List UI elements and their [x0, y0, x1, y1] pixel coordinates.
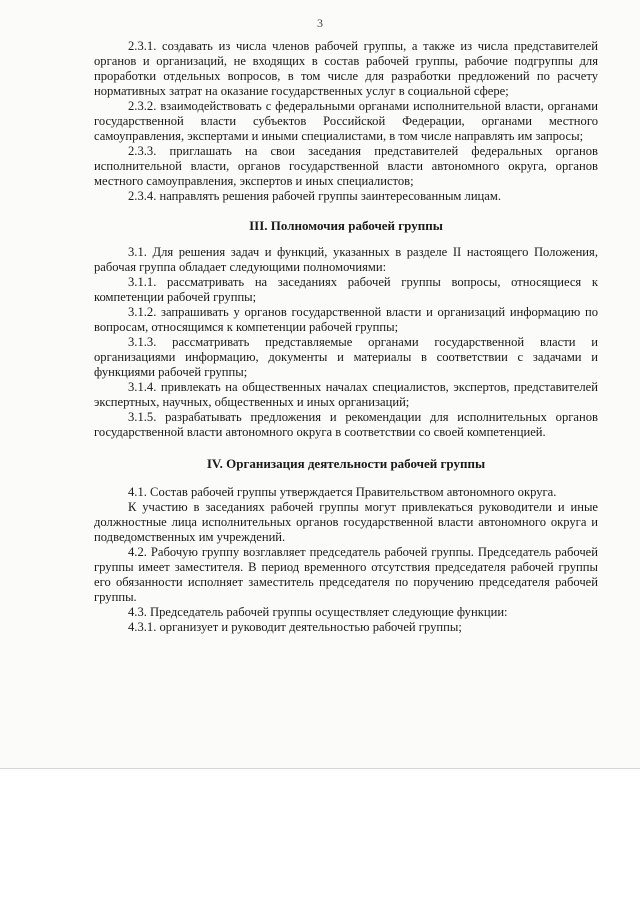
paragraph-2-3-1: 2.3.1. создавать из числа членов рабочей группы, а также из числа представителей органов и организаций, не входящих в состав рабочей группы, рабочие подгруппы для проработки отдельных вопросов, в том числе для разработки предложений по расчету нормативных затрат на оказание государственных услуг в социальной сфере; — [94, 39, 598, 98]
page-number: 3 — [317, 16, 323, 30]
paragraph-4-1-participation: К участию в заседаниях рабочей группы могут привлекаться руководители и иные должностные лица исполнительных органов государственной власти автономного округа и подведомственных им учреждений. — [94, 500, 598, 544]
paragraph-3-1-5: 3.1.5. разрабатывать предложения и рекомендации для исполнительных органов государственной власти автономного округа в соответствии со своей компетенцией. — [94, 410, 598, 439]
section-4 — [94, 456, 598, 635]
paragraph-2-3-4: 2.3.4. направлять решения рабочей группы заинтересованным лицам. — [128, 189, 502, 203]
paragraph-4-3: 4.3. Председатель рабочей группы осуществляет следующие функции: — [128, 605, 508, 619]
paragraph-3-1-3: 3.1.3. рассматривать представляемые органами государственной власти и организациями информацию, документы и материалы в соответствии с задачами и функциями рабочей группы; — [94, 335, 598, 379]
paragraph-4-3-1: 4.3.1. организует и руководит деятельностью рабочей группы; — [128, 620, 462, 634]
paragraph-3-1: 3.1. Для решения задач и функций, указанных в разделе II настоящего Положения, рабочая группа обладает следующими полномочиями: — [94, 245, 598, 274]
paragraph-2-3-3: 2.3.3. приглашать на свои заседания представителей федеральных органов исполнительной власти, органов государственной власти автономного округа, органов местного самоуправления, экспертов и иных специалистов; — [94, 144, 598, 188]
section-3 — [94, 218, 598, 440]
paragraph-2-3-2: 2.3.2. взаимодействовать с федеральными органами исполнительной власти, органами государственной власти субъектов Российской Федерации, органами местного самоуправления, экспертами и иными специалистами, в том числе направлять им запросы; — [94, 99, 598, 143]
paragraph-4-1: 4.1. Состав рабочей группы утверждается Правительством автономного округа. — [128, 485, 557, 499]
paragraph-3-1-4: 3.1.4. привлекать на общественных началах специалистов, экспертов, представителей экспертных, научных, общественных и иных организаций; — [94, 380, 598, 409]
paragraph-4-2: 4.2. Рабочую группу возглавляет председатель рабочей группы. Председатель рабочей группы имеет заместителя. В период временного отсутствия председателя рабочей группы его обязанности исполняет заместитель председателя по поручению председателя рабочей группы. — [94, 545, 598, 604]
document-body — [94, 39, 598, 635]
section-2-continuation — [94, 39, 598, 204]
paragraph-3-1-2: 3.1.2. запрашивать у органов государственной власти и организаций информацию по вопросам, относящимся к компетенции рабочей группы; — [94, 305, 598, 334]
section-3-heading: III. Полномочия рабочей группы — [249, 218, 443, 233]
section-4-heading: IV. Организация деятельности рабочей группы — [206, 456, 486, 471]
paragraph-3-1-1: 3.1.1. рассматривать на заседаниях рабочей группы вопросы, относящиеся к компетенции рабочей группы; — [94, 275, 598, 304]
